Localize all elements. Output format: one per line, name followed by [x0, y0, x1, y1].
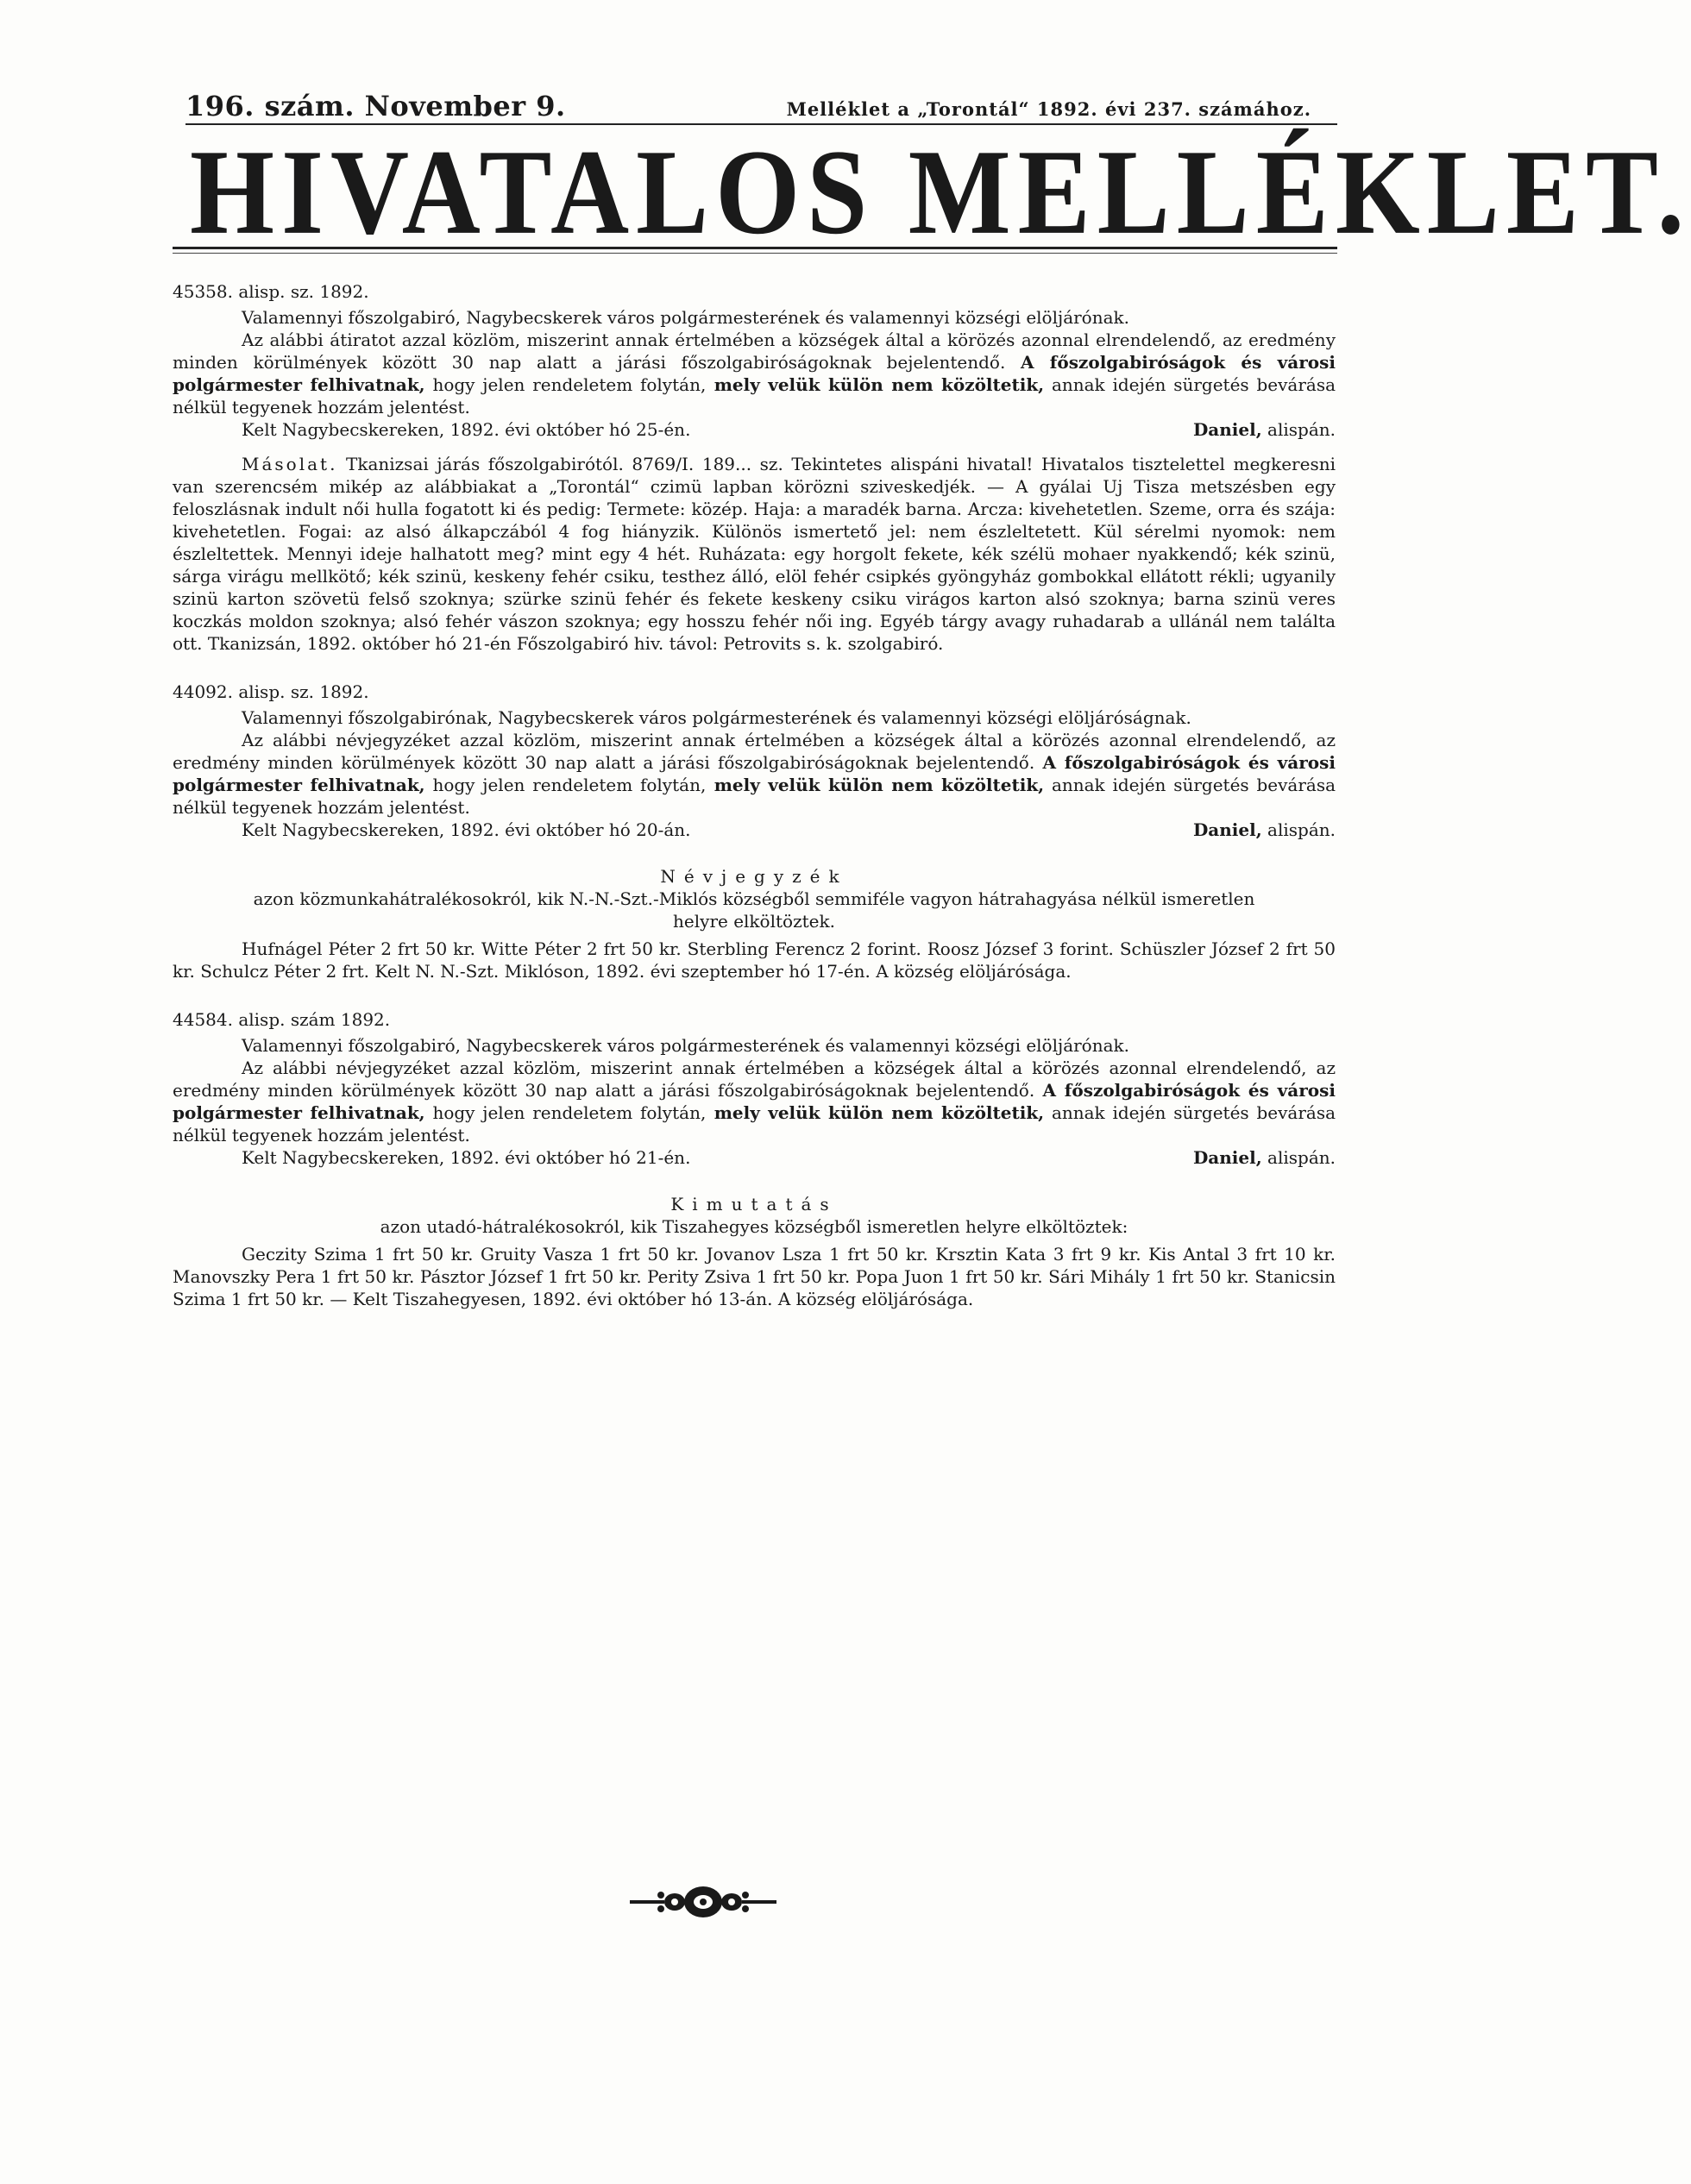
notice-body	[173, 729, 1336, 819]
masthead-rule-thin	[173, 253, 1337, 254]
copy-paragraph	[173, 453, 1336, 655]
content	[173, 280, 1336, 1336]
date-signature-row	[173, 1146, 1336, 1169]
date-line: Kelt Nagybecskereken, 1892. évi október hó 25-én.	[242, 419, 691, 440]
address-line: Valamennyi főszolgabiró, Nagybecskerek város polgármesterének és valamennyi községi elöljárónak.	[242, 307, 1129, 328]
copy-text: Tkanizsai járás főszolgabirótól. 8769/I. 189... sz. Tekintetes alispáni hivatal! Hivatalos tisztelettel megkeresni van szerencsém mikép az alábbiakat a „Torontál“ czimü lapban körözni sziveskedjék. — A gyálai Uj Tisza metszésben egy feloszlásnak indult női hulla fogatott ki és pedig: Termete: közép. Haja: a maradék barna. Arcza: kivehetetlen. Szeme, orra és szája: kivehetetlen. Fogai: az alsó álkapczából 4 fog hiányzik. Különös ismertető jel: nem észleltetett. Kül sérelmi nyomok: nem észleltettek. Mennyi ideje halhatott meg? mint egy 4 hét. Ruházata: egy horgolt fekete, kék szélü mohaer nyakkendő; kék szinü, sárga virágu mellkötő; kék szinü, keskeny fehér csiku, testhez álló, elöl fehér csipkés gyöngyház gombokkal ellátott rékli; ugyanily szinü karton szövetü felső szoknya; szürke szinü fehér és fekete keskeny csiku virágos karton alsó szoknya; barna szinü veres koczkás moldon szoknya; alsó fehér vászon szoknya; egy hosszu fehér női ing. Egyéb tárgy avagy ruhadarab a ullánál nem találta ott. Tkanizsán, 1892. október hó 21-én Főszolgabiró hiv. távol: Petrovits s. k. szolgabiró.	[173, 454, 1336, 654]
signer-name: Daniel,	[1192, 419, 1262, 440]
masthead-title: HIVATALOS MELLÉKLET.	[190, 125, 1691, 260]
issue-number: 196. szám. November 9.	[185, 90, 566, 122]
notice-44584	[173, 1008, 1336, 1310]
body-text: Az alábbi átiratot azzal közlöm, miszerint annak értelmében a községek által a körözés azonnal elrendelendő, az eredmény minden körülmények között 30 nap alatt a járási főszolgabiróságoknak bejelentendő.	[173, 329, 1336, 373]
bold-instruction: A főszolgabiróságok és városi polgármester felhivatnak,	[173, 352, 1336, 395]
list-subtitle: azon utadó-hátralékosokról, kik Tiszahegyes községből ismeretlen helyre elköltöztek:	[380, 1216, 1128, 1237]
bold-instruction-2: mely velük külön nem közöltetik,	[706, 1102, 1045, 1123]
ornament-divider-icon	[630, 1883, 776, 1921]
supplement-note: Melléklet a „Torontál“ 1892. évi 237. számához.	[786, 98, 1311, 120]
signer-role: alispán.	[1261, 1147, 1336, 1168]
date-signature-row	[173, 418, 1336, 441]
issue-header	[185, 90, 1311, 122]
signer-name: Daniel,	[1192, 819, 1262, 840]
body-text-end: annak idején sürgetés bevárása nélkül tegyenek hozzám jelentést.	[173, 374, 1336, 417]
signature	[1193, 1146, 1336, 1169]
body-text-mid: hogy jelen rendeletem folytán,	[424, 374, 707, 395]
masthead-rule	[173, 247, 1337, 249]
body-text: Az alábbi névjegyzéket azzal közlöm, miszerint annak értelmében a községek által a körözés azonnal elrendelendő, az eredmény minden körülmények között 30 nap alatt a járási főszolgabiróságoknak bejelentendő.	[173, 1057, 1336, 1101]
signature	[1193, 418, 1336, 441]
notice-body	[173, 329, 1336, 418]
date-line: Kelt Nagybecskereken, 1892. évi október hó 20-án.	[242, 819, 691, 840]
signer-role: alispán.	[1261, 819, 1336, 840]
address-line: Valamennyi főszolgabiró, Nagybecskerek város polgármesterének és valamennyi községi elöljárónak.	[242, 1035, 1129, 1056]
bold-instruction: A főszolgabiróságok és városi polgármester felhivatnak,	[173, 1080, 1336, 1123]
list-body: Hufnágel Péter 2 frt 50 kr. Witte Péter 2 frt 50 kr. Sterbling Ferencz 2 forint. Roosz József 3 forint. Schüszler József 2 frt 50 kr. Schulcz Péter 2 frt. Kelt N. N.-Szt. Miklóson, 1892. évi szeptember hó 17-én. A község elöljárósága.	[173, 938, 1336, 982]
list-body: Geczity Szima 1 frt 50 kr. Gruity Vasza 1 frt 50 kr. Jovanov Lsza 1 frt 50 kr. Krsztin Kata 3 frt 9 kr. Kis Antal 3 frt 10 kr. Manovszky Pera 1 frt 50 kr. Pásztor József 1 frt 50 kr. Perity Zsiva 1 frt 50 kr. Popa Juon 1 frt 50 kr. Sári Mihály 1 frt 50 kr. Stanicsin Szima 1 frt 50 kr. — Kelt Tiszahegyesen, 1892. évi október hó 13-án. A község elöljárósága.	[173, 1244, 1336, 1309]
bold-instruction-2: mely velük külön nem közöltetik,	[706, 775, 1045, 795]
reference-number: 44584. alisp. szám 1892.	[173, 1009, 391, 1030]
notice-44092	[173, 681, 1336, 982]
copy-label: Másolat.	[242, 454, 338, 474]
body-text-end: annak idején sürgetés bevárása nélkül tegyenek hozzám jelentést.	[173, 1102, 1336, 1145]
list-title: Névjegyzék	[660, 866, 848, 887]
body-text-mid: hogy jelen rendeletem folytán,	[424, 1102, 707, 1123]
reference-number: 44092. alisp. sz. 1892.	[173, 681, 369, 702]
bold-instruction: A főszolgabiróságok és városi polgármester felhivatnak,	[173, 752, 1336, 795]
date-line: Kelt Nagybecskereken, 1892. évi október hó 21-én.	[242, 1147, 691, 1168]
body-text-mid: hogy jelen rendeletem folytán,	[424, 775, 707, 795]
list-title: Kimutatás	[670, 1194, 838, 1214]
body-text-end: annak idején sürgetés bevárása nélkül tegyenek hozzám jelentést.	[173, 775, 1336, 818]
date-signature-row	[173, 819, 1336, 841]
signer-name: Daniel,	[1192, 1147, 1262, 1168]
address-line: Valamennyi főszolgabirónak, Nagybecskerek város polgármesterének és valamennyi községi elöljáróságnak.	[242, 707, 1191, 728]
notice-body	[173, 1057, 1336, 1146]
reference-number: 45358. alisp. sz. 1892.	[173, 281, 369, 302]
bold-instruction-2: mely velük külön nem közöltetik,	[706, 374, 1045, 395]
body-text: Az alábbi névjegyzéket azzal közlöm, miszerint annak értelmében a községek által a körözés azonnal elrendelendő, az eredmény minden körülmények között 30 nap alatt a járási főszolgabiróságoknak bejelentendő.	[173, 730, 1336, 773]
signer-role: alispán.	[1261, 419, 1336, 440]
signature	[1193, 819, 1336, 841]
notice-45358	[173, 280, 1336, 655]
list-subtitle: azon közmunkahátralékosokról, kik N.-N.-Szt.-Miklós községből semmiféle vagyon hátrahagyása nélkül ismeretlen helyre elköltöztek.	[253, 888, 1255, 932]
